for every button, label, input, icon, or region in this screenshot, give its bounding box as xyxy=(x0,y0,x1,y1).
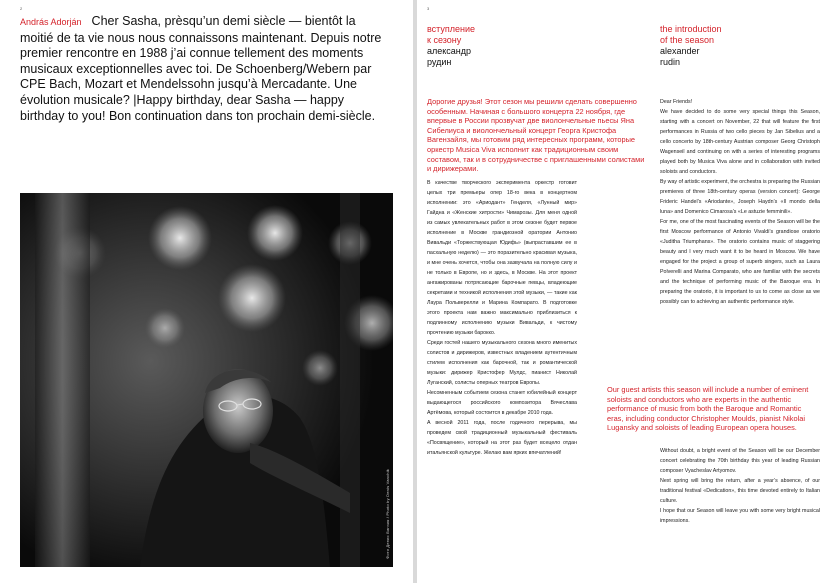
page-number-right: 3 xyxy=(427,6,430,11)
english-paragraph: We have decided to do some very special things this Season, starting with a concert on November, 22 that will feature the first performances in Russia of two cello pieces by Jan Sibelius and a cello concerto by 18th-century Austrian composer Georg Christoph Wagenseil and continuing on with a series of interesting programs played both by Musica Viva alone and in collaboration with invited soloists and conductors. xyxy=(660,109,820,175)
heading-en-line2: of the season xyxy=(660,35,715,45)
russian-paragraph: В качестве творческого эксперимента оркестр готовит целых три премьеры опер 18-го века в концертном исполнении: это «Ариодант» Генделя, «Лунный мир» Гайдна и «Женские хитрости» Чимарозы. Для меня одной из самых увлекательных работ в этом сезоне будет первое исполнение в Москве грандиозной оратории Антонио Вивальди «Торжествующая Юдифь» (выпраставшим ее в пасхальную неделю) — это поразительно красивая музыка, и мне очень хочется, чтобы она зазвучала на полную силу и не только в Европе, но и здесь, в Москве. На этот проект ангажированы потрясающие барочные певцы, владеющие секретами и техникой исполнения этой музыки, — такие как Лаура Польверелли и Марина Компарато. В подготовке этого проекта нам важно максимально приблизиться к подлинному исполнению музыки Вивальди, к чистому прочтению музыки барокко. xyxy=(427,179,577,336)
heading-english xyxy=(660,24,722,68)
greeting-text xyxy=(20,14,390,124)
english-paragraph: Next spring will bring the return, after a year’s absence, of our traditional festival «Dedication», this time devoted entirely to Italian culture. xyxy=(660,478,820,504)
heading-en-name2: rudin xyxy=(660,57,681,67)
right-page xyxy=(417,0,830,583)
heading-ru-line2: к сезону xyxy=(427,35,462,45)
heading-ru-name2: рудин xyxy=(427,57,452,67)
conductor-photo xyxy=(20,193,393,567)
greeting-body: Cher Sasha, prèsqu’un demi siècle — bientôt la moitié de ta vie nous nous connaissons maintenant. Depuis notre premier rencontre en 1988 j’ai connue tellement des moments musicaux exceptionnelles avec toi. De Schoenberg/Webern par CPE Bach, Mozart et Mendelssohn jusqu’à Mercadante. Une évolution musicale? |Happy birthday, dear Sasha — happy birthday to you! Bon continuation dans ton prochain demi-siècle. xyxy=(20,14,382,123)
heading-ru-name1: александр xyxy=(427,46,472,56)
heading-en-line1: the introduction xyxy=(660,24,722,34)
heading-ru-line1: вступление xyxy=(427,24,476,34)
english-column xyxy=(660,97,820,307)
english-paragraph: Without doubt, a bright event of the Season will be our December concert celebrating the 70th birthday this year of leading Russian composer Vyacheslav Artyomov. xyxy=(660,448,820,474)
author-name: András Adorján xyxy=(20,17,82,27)
english-body xyxy=(660,97,820,307)
russian-lead: Дорогие друзья! Этот сезон мы решили сделать совершенно особенным. Начиная с большого концерта 22 ноября, где впервые в России прозвучат две виолончельные пьесы Яна Сибелиуса и виолончельный концерт Георга Кристофа Вагензайля, мы готовим ряд интересных программ, которые оркестр Musica Viva исполнит как традиционным своим составом, так и в сотрудничестве с приглашенными солистами и дирижерами. xyxy=(427,97,645,174)
conductor-photo-image xyxy=(20,193,393,567)
russian-paragraph: Несомненным событием сезона станет юбилейный концерт выдающегося российского композитора Вячеслава Артёмова, который состоится в декабре 2010 года. xyxy=(427,389,577,416)
left-page xyxy=(0,0,413,583)
photo-credit: Фото Денис Ванчик / Photo by Denis Vanchik xyxy=(385,469,390,559)
heading-en-name1: alexander xyxy=(660,46,700,56)
english-lead: Our guest artists this season will include a number of eminent soloists and conductors who are experts in the authentic performance of music from both the Baroque and Romantic eras, including conductor Christopher Moulds, pianist Nikolai Lugansky and soloists of leading European opera houses. xyxy=(607,385,809,433)
english-body-continued xyxy=(660,446,820,526)
english-paragraph: Dear Friends! xyxy=(660,99,693,105)
english-paragraph: I hope that our Season will leave you with some very bright musical impressions. xyxy=(660,508,820,524)
english-paragraph: For me, one of the most fascinating events of the Season will be the first Moscow performance of Antonio Vivaldi’s grandiose oratorio «Juditha Triumphans». The oratorio contains music of staggering beauty and I very much want it to be heard in Moscow. We have engaged for the project a group of superb singers, such as Laura Polverelli and Marina Comparato, who are familiar with the secrets and the technique of performing music of the Baroque era. In preparing the oratorio, it is important to us to come as close as we possibly can to achieving an authentic performance style. xyxy=(660,219,820,305)
page-number-left: 2 xyxy=(20,6,23,11)
english-column-continued xyxy=(660,446,820,526)
english-paragraph: By way of artistic experiment, the orchestra is preparing the Russian premieres of three 18th-century operas (version concert): George Frideric Handel’s «Ariodante», Joseph Haydn’s «Il mondo della luna» and Domenico Cimarosa’s «Le astuzie femminili». xyxy=(660,179,820,215)
russian-paragraph: Среди гостей нашего музыкального сезона много именитых солистов и дирижеров, известных владением аутентичным стилем исполнения как барочной, так и романтической музыки: дирижер Кристофер Мулдс, пианист Николай Луганский, солисты оперных театров Европы. xyxy=(427,339,577,386)
russian-paragraph: А весной 2011 года, после годичного перерыва, мы проведем свой традиционный музыкальный фестиваль «Посвящение», который на этот раз будет всецело отдан итальянской культуре. Желаю вам ярких впечатлений! xyxy=(427,419,577,456)
heading-russian xyxy=(427,24,475,68)
russian-body xyxy=(427,178,577,458)
